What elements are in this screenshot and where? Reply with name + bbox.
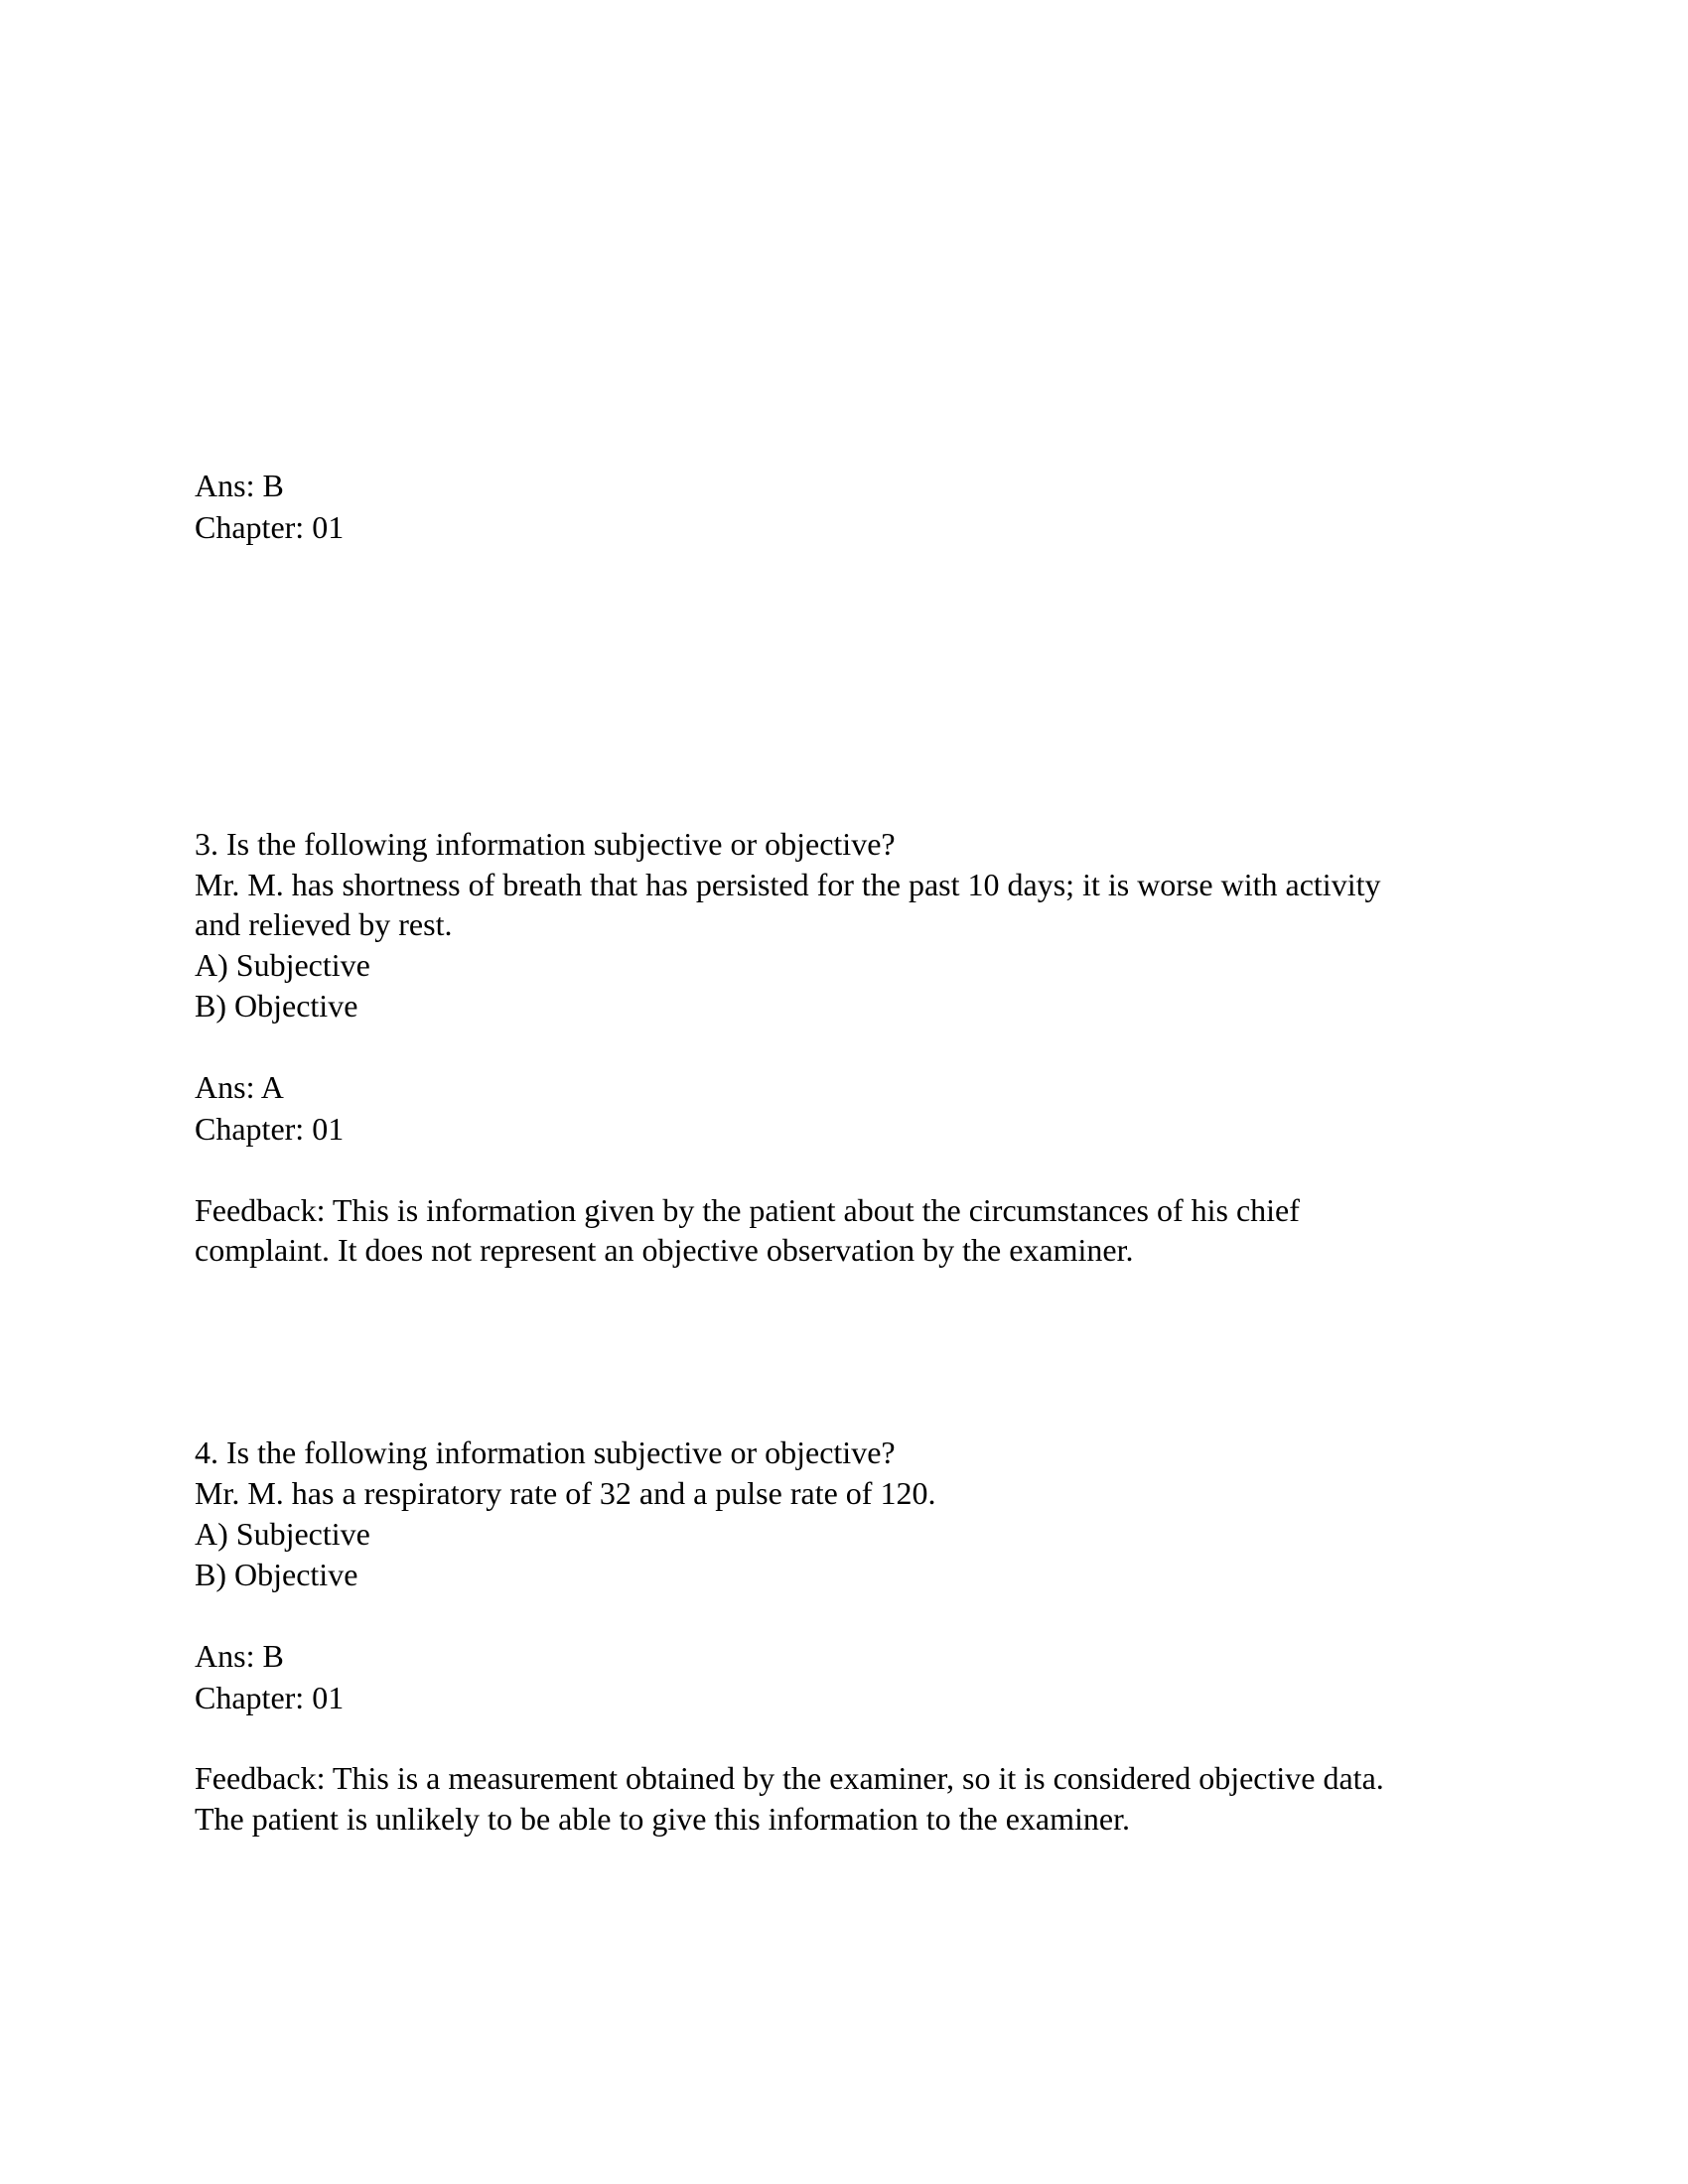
q4-chapter: Chapter: 01 — [195, 1680, 345, 1715]
q3-question: 3. Is the following information subjective or objective? — [195, 826, 896, 862]
q4-question: 4. Is the following information subjective or objective? — [195, 1434, 896, 1470]
q3-option-a: A) Subjective — [195, 947, 370, 983]
q4-feedback-line1: Feedback: This is a measurement obtained by the examiner, so it is considered objective data. — [195, 1760, 1384, 1796]
q3-stem-line1: Mr. M. has shortness of breath that has persisted for the past 10 days; it is worse with activity — [195, 867, 1381, 902]
q4-option-b: B) Objective — [195, 1557, 358, 1592]
q4-feedback-line2: The patient is unlikely to be able to give this information to the examiner. — [195, 1801, 1130, 1837]
q3-stem-line2: and relieved by rest. — [195, 906, 453, 942]
prev-answer: Ans: B — [195, 468, 284, 503]
q3-option-b: B) Objective — [195, 988, 358, 1024]
prev-chapter: Chapter: 01 — [195, 509, 345, 545]
q3-feedback-line1: Feedback: This is information given by the patient about the circumstances of his chief — [195, 1192, 1300, 1228]
q3-answer: Ans: A — [195, 1069, 284, 1105]
q3-feedback-line2: complaint. It does not represent an objective observation by the examiner. — [195, 1232, 1134, 1268]
q3-chapter: Chapter: 01 — [195, 1111, 345, 1147]
q4-answer: Ans: B — [195, 1638, 284, 1674]
q4-option-a: A) Subjective — [195, 1516, 370, 1552]
q4-stem-line1: Mr. M. has a respiratory rate of 32 and a pulse rate of 120. — [195, 1475, 936, 1511]
